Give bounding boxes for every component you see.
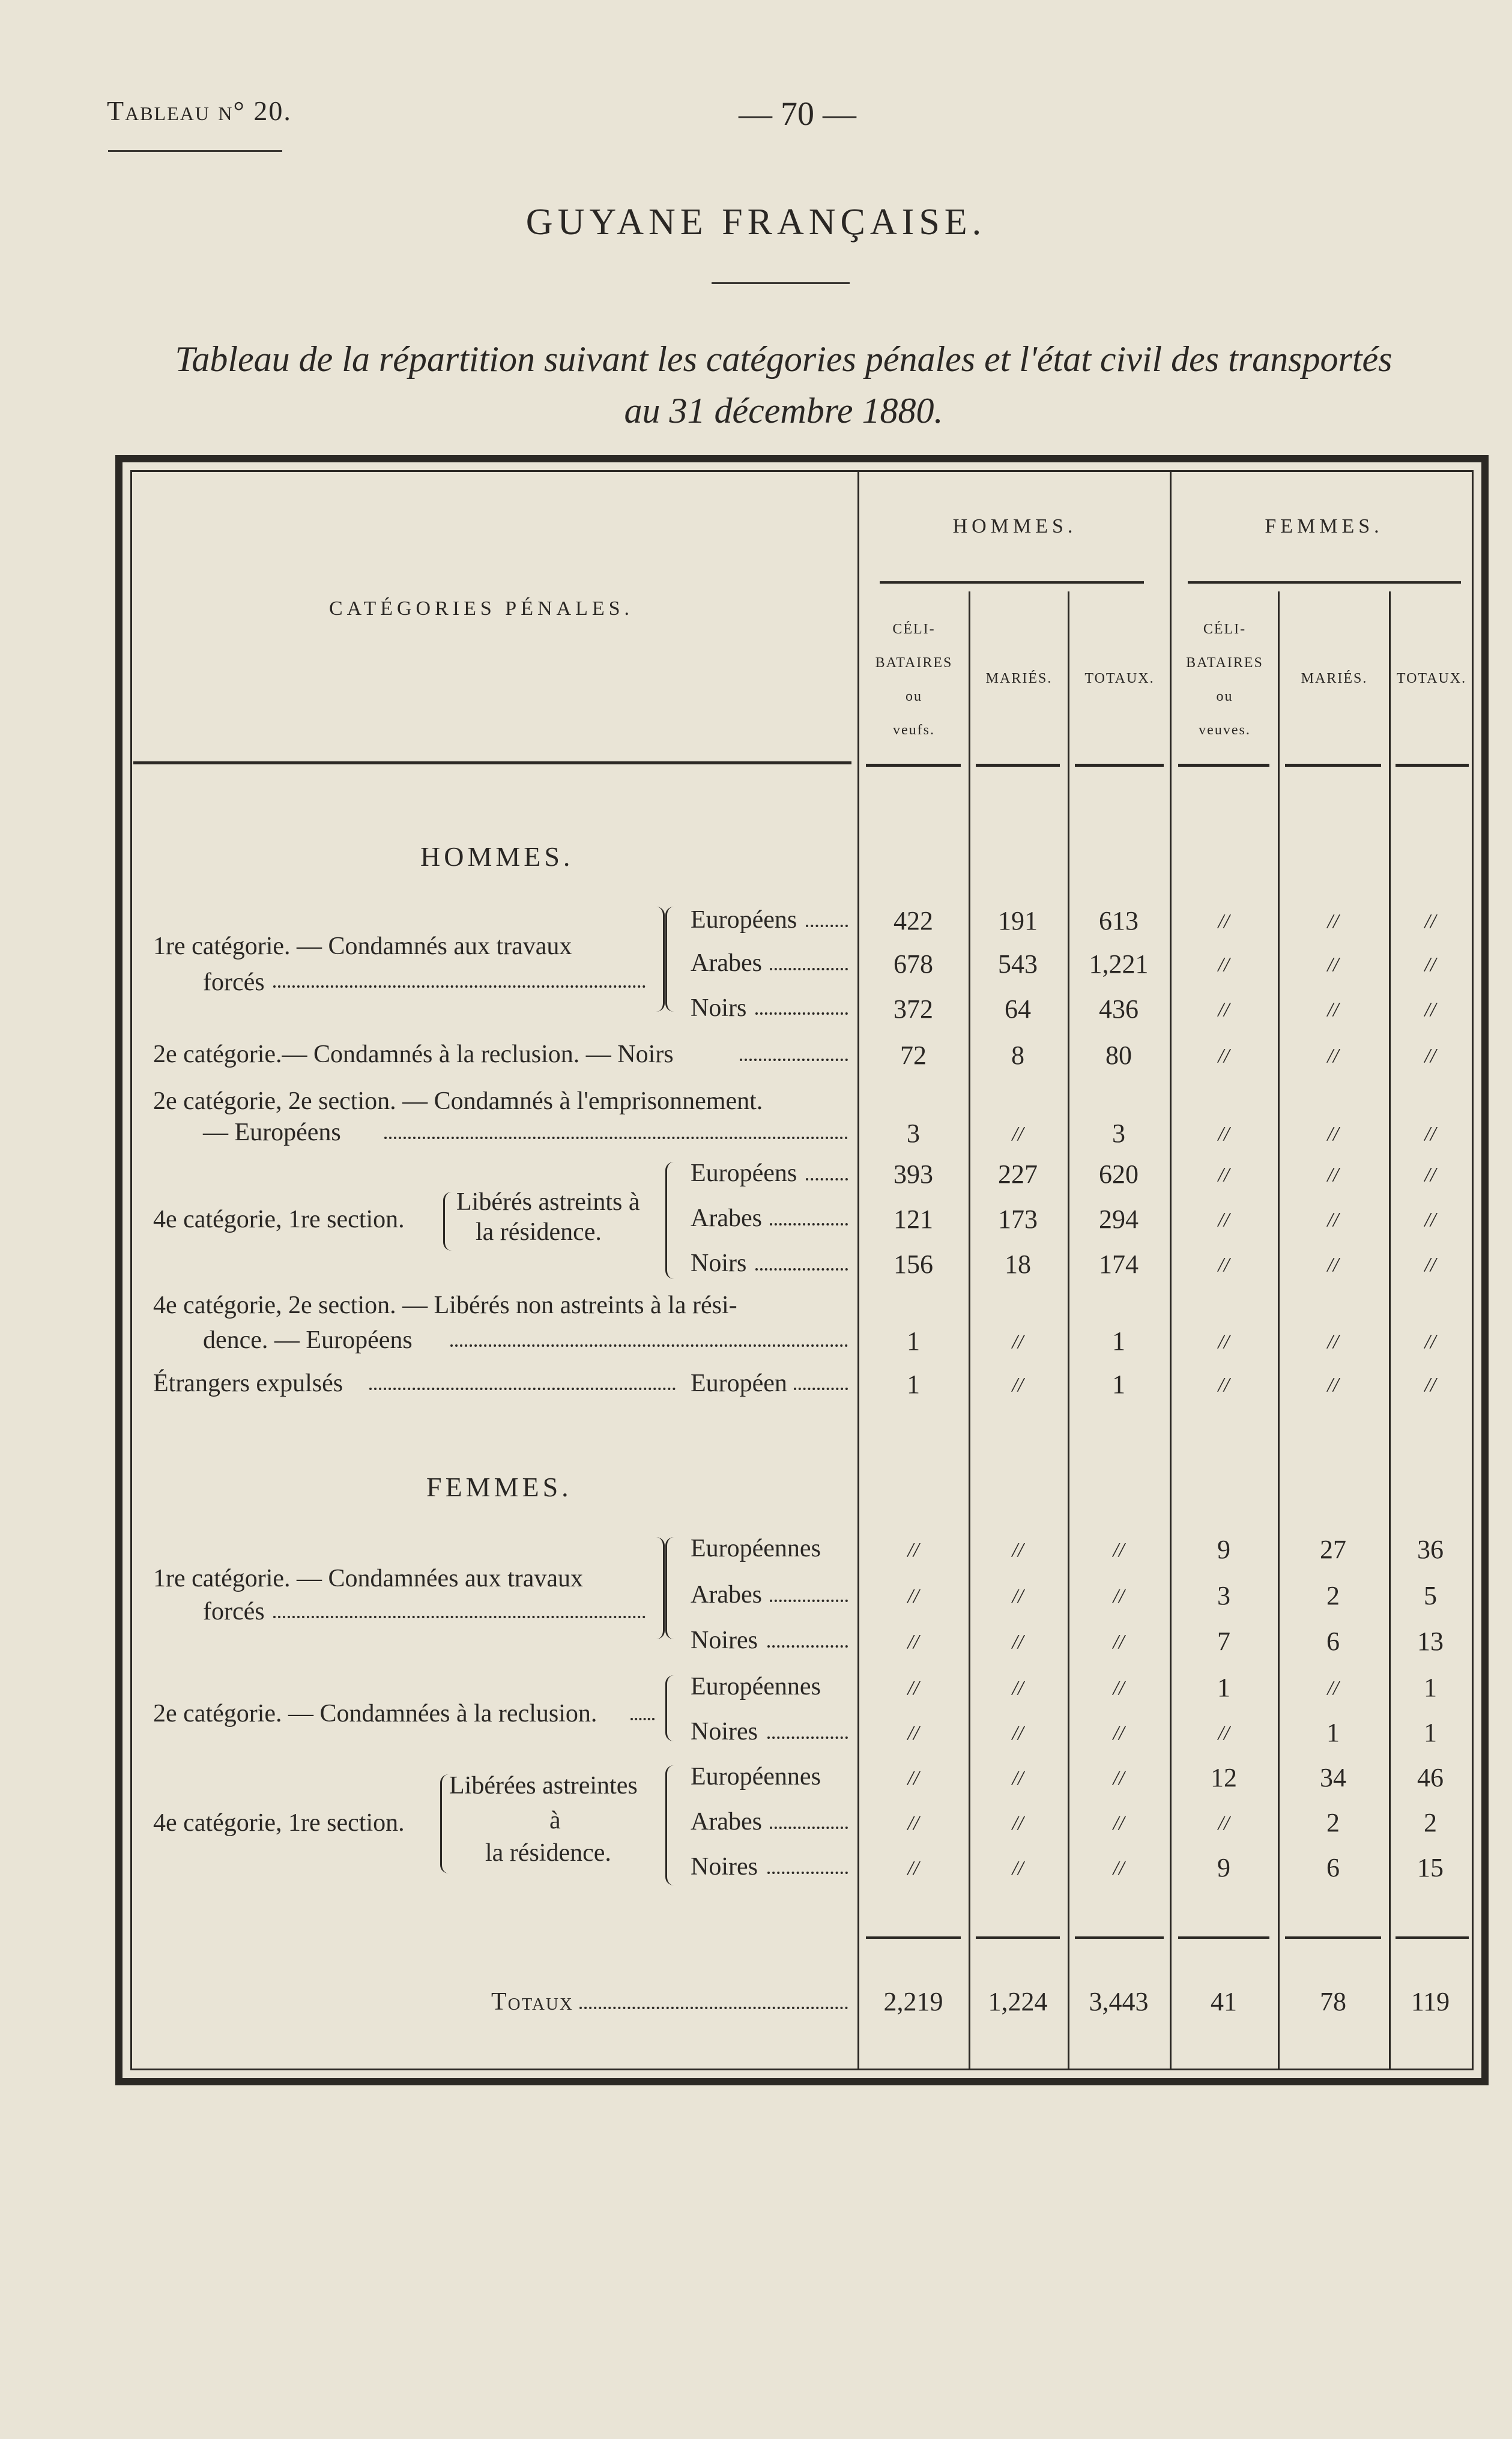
row-label: Noires: [691, 1718, 758, 1745]
row-label: Européennes: [691, 1673, 821, 1700]
table-cell: //: [1327, 1123, 1339, 1145]
table-cell: 613: [1099, 906, 1139, 935]
table-cell: //: [907, 1767, 919, 1789]
table-cell: //: [1218, 999, 1230, 1021]
title-rule: [712, 282, 850, 284]
table-cell: 15: [1417, 1853, 1444, 1882]
table-cell: //: [1012, 1585, 1024, 1607]
table-cell: //: [1424, 1045, 1436, 1067]
table-cell: 678: [894, 949, 933, 979]
table-cell: //: [1012, 1539, 1024, 1561]
table-cell: //: [1327, 1164, 1339, 1186]
header-line: BATAIRES: [1186, 655, 1263, 671]
table-cell: //: [1424, 910, 1436, 932]
dot-leader: [273, 985, 646, 988]
table-cell: //: [907, 1857, 919, 1879]
total-cell: 41: [1211, 1987, 1237, 2016]
table-cell: 121: [894, 1204, 933, 1234]
col-divider-categories: [857, 472, 859, 2069]
table-cell: //: [1012, 1677, 1024, 1699]
dot-leader: [369, 1388, 676, 1390]
table-cell: //: [1424, 1374, 1436, 1396]
row-label: 4e catégorie, 1re section.: [153, 1206, 405, 1233]
total-cell: 3,443: [1089, 1987, 1149, 2016]
table-cell: 3: [1112, 1119, 1125, 1148]
table-cell: 13: [1417, 1627, 1444, 1656]
dot-leader: [273, 1616, 646, 1618]
h-totaux-header: TOTAUX.: [1084, 671, 1155, 686]
dot-leader: [450, 1344, 848, 1347]
row-label: forcés: [203, 1598, 265, 1625]
hommes-column-header: HOMMES.: [952, 515, 1077, 537]
table-cell: //: [1218, 954, 1230, 976]
table-cell: //: [1424, 1254, 1436, 1276]
table-cell: //: [1424, 1209, 1436, 1231]
table-cell: //: [1218, 1045, 1230, 1067]
row-label: 1re catégorie. — Condamnés aux travaux: [153, 932, 572, 960]
table-cell: //: [1012, 1331, 1024, 1353]
table-cell: 1: [1326, 1718, 1340, 1747]
section-title-hommes: HOMMES.: [420, 841, 574, 872]
table-cell: //: [1218, 910, 1230, 932]
table-cell: 80: [1105, 1041, 1132, 1070]
decorative-rule: [108, 150, 282, 152]
row-label: Européens: [691, 906, 797, 934]
row-label: 1re catégorie. — Condamnées aux travaux: [153, 1565, 584, 1592]
table-cell: //: [1218, 1812, 1230, 1834]
table-cell: 9: [1217, 1535, 1230, 1564]
table-cell: 372: [894, 994, 933, 1024]
dot-leader: [755, 1012, 848, 1015]
row-label: Libérées astreintes: [449, 1772, 638, 1800]
table-cell: 156: [894, 1250, 933, 1279]
row-label: Arabes: [691, 1808, 762, 1836]
table-cell: 191: [998, 906, 1038, 935]
table-cell: //: [1012, 1631, 1024, 1653]
header-rule: [976, 764, 1060, 767]
dot-leader: [770, 1223, 848, 1226]
f-celibataires-header: [1173, 612, 1277, 747]
row-label: Noirs: [691, 1250, 747, 1277]
col-divider-f-maries: [1278, 591, 1280, 2069]
table-cell: //: [1012, 1123, 1024, 1145]
dot-leader: [794, 1388, 848, 1390]
table-cell: 3: [1217, 1581, 1230, 1610]
table-cell: 36: [1417, 1535, 1444, 1564]
header-rule: [133, 761, 851, 764]
h-maries-header: MARIÉS.: [985, 671, 1053, 686]
header-line: CÉLI-: [892, 621, 936, 637]
row-label: à: [549, 1807, 561, 1834]
header-line: veuves.: [1199, 722, 1251, 738]
brace: [655, 1537, 665, 1639]
h-celibataires-header: [860, 612, 967, 747]
table-cell: //: [1327, 1331, 1339, 1353]
table-cell: 543: [998, 949, 1038, 979]
dot-leader: [806, 925, 848, 927]
table-number: Tableau n° 20.: [107, 95, 292, 126]
row-label: Européennes: [691, 1535, 821, 1562]
row-label: 4e catégorie, 1re section.: [153, 1809, 405, 1837]
dot-leader: [767, 1645, 848, 1648]
row-label: 2e catégorie. — Condamnées à la reclusion.: [153, 1700, 597, 1727]
row-label: Arabes: [691, 949, 762, 977]
total-cell: 1,224: [988, 1987, 1048, 2016]
table-cell: 1: [1424, 1673, 1437, 1702]
brace: [443, 1192, 453, 1251]
table-cell: //: [1113, 1677, 1125, 1699]
brace: [655, 907, 665, 1012]
totals-rule: [866, 1936, 961, 1939]
row-label: Libérés astreints à: [456, 1188, 640, 1216]
table-cell: 34: [1320, 1763, 1346, 1792]
table-subtitle: [120, 333, 1447, 437]
subtitle-line-2: au 31 décembre 1880.: [624, 391, 943, 431]
header-rule: [1075, 764, 1164, 767]
table-cell: //: [907, 1631, 919, 1653]
brace: [665, 1162, 676, 1279]
table-cell: //: [1012, 1812, 1024, 1834]
totals-rule: [976, 1936, 1060, 1939]
table-cell: //: [1012, 1722, 1024, 1744]
table-cell: //: [1113, 1585, 1125, 1607]
table-cell: //: [907, 1677, 919, 1699]
brace: [665, 1765, 676, 1885]
brace: [665, 907, 676, 1012]
table-cell: //: [1218, 1164, 1230, 1186]
table-cell: 1,221: [1089, 949, 1149, 979]
table-cell: //: [1424, 954, 1436, 976]
brace: [665, 1675, 676, 1741]
row-label: la résidence.: [476, 1218, 602, 1246]
col-divider-h-totaux: [1068, 591, 1069, 2069]
table-cell: 422: [894, 906, 933, 935]
dot-leader: [767, 1736, 848, 1739]
femmes-brace: [1188, 581, 1461, 584]
table-cell: 12: [1211, 1763, 1237, 1792]
header-rule: [1285, 764, 1381, 767]
dot-leader: [740, 1059, 848, 1061]
table-cell: //: [1424, 1164, 1436, 1186]
page-title: GUYANE FRANÇAISE.: [525, 202, 987, 243]
table-cell: //: [1218, 1254, 1230, 1276]
table-cell: //: [907, 1539, 919, 1561]
header-rule: [866, 764, 961, 767]
totals-rule: [1075, 1936, 1164, 1939]
dot-leader: [806, 1178, 848, 1180]
table-cell: //: [907, 1812, 919, 1834]
table-cell: //: [1327, 910, 1339, 932]
row-label: Arabes: [691, 1204, 762, 1232]
row-label: Arabes: [691, 1581, 762, 1609]
table-cell: //: [1218, 1123, 1230, 1145]
table-cell: //: [1218, 1722, 1230, 1744]
row-label: Européen: [691, 1370, 787, 1397]
dot-leader: [579, 2007, 848, 2009]
table-cell: //: [1327, 954, 1339, 976]
table-cell: //: [907, 1585, 919, 1607]
table-cell: //: [1113, 1812, 1125, 1834]
table-cell: 9: [1217, 1853, 1230, 1882]
table-cell: //: [1012, 1767, 1024, 1789]
table-cell: 1: [1112, 1370, 1125, 1399]
table-cell: //: [1113, 1539, 1125, 1561]
brace: [665, 1537, 676, 1639]
row-label: Noires: [691, 1627, 758, 1654]
table-cell: //: [1113, 1722, 1125, 1744]
f-totaux-header: TOTAUX.: [1396, 671, 1467, 686]
row-label: Noires: [691, 1853, 758, 1881]
table-cell: 27: [1320, 1535, 1346, 1564]
header-line: CÉLI-: [1203, 621, 1247, 637]
header-line: veufs.: [893, 722, 935, 738]
table-cell: //: [1218, 1331, 1230, 1353]
table-cell: 1: [1424, 1718, 1437, 1747]
f-maries-header: MARIÉS.: [1301, 671, 1368, 686]
total-cell: 78: [1320, 1987, 1346, 2016]
table-cell: 2: [1424, 1808, 1437, 1837]
table-cell: //: [1327, 1374, 1339, 1396]
table-cell: //: [1113, 1857, 1125, 1879]
table-cell: //: [1327, 1254, 1339, 1276]
header-rule: [1396, 764, 1469, 767]
table-cell: 8: [1011, 1041, 1024, 1070]
table-cell: 2: [1326, 1808, 1340, 1837]
table-cell: //: [1424, 999, 1436, 1021]
col-divider-h-maries: [969, 591, 970, 2069]
row-label: 2e catégorie, 2e section. — Condamnés à l'emprisonnement.: [153, 1087, 763, 1115]
total-cell: 2,219: [883, 1987, 943, 2016]
dot-leader: [755, 1268, 848, 1271]
row-label: Européennes: [691, 1763, 821, 1791]
table-cell: //: [1327, 999, 1339, 1021]
table-cell: //: [1012, 1374, 1024, 1396]
subtitle-line-1: Tableau de la répartition suivant les catégories pénales et l'état civil des transportés: [175, 339, 1393, 379]
totals-rule: [1285, 1936, 1381, 1939]
table-cell: 64: [1005, 994, 1031, 1024]
row-label: dence. — Européens: [203, 1326, 413, 1354]
header-line: BATAIRES: [875, 655, 953, 671]
dot-leader: [384, 1137, 848, 1139]
totals-rule: [1396, 1936, 1469, 1939]
table-cell: //: [1327, 1677, 1339, 1699]
row-label: Étrangers expulsés: [153, 1370, 343, 1397]
table-cell: 1: [1217, 1673, 1230, 1702]
table-cell: //: [1327, 1209, 1339, 1231]
table-cell: //: [1218, 1374, 1230, 1396]
table-cell: 173: [998, 1204, 1038, 1234]
header-line: ou: [1216, 689, 1233, 704]
row-label: Noirs: [691, 994, 747, 1022]
table-cell: //: [1113, 1767, 1125, 1789]
table-cell: 620: [1099, 1159, 1139, 1189]
table-cell: 7: [1217, 1627, 1230, 1656]
table-cell: //: [1012, 1857, 1024, 1879]
table-cell: 6: [1326, 1853, 1340, 1882]
table-cell: 1: [907, 1326, 920, 1356]
categories-column-header: CATÉGORIES PÉNALES.: [329, 597, 634, 620]
totals-label: Totaux: [491, 1988, 573, 2016]
table-cell: 2: [1326, 1581, 1340, 1610]
row-label: Européens: [691, 1159, 797, 1187]
row-label: forcés: [203, 969, 265, 996]
row-label: — Européens: [203, 1119, 341, 1146]
dot-leader: [770, 1600, 848, 1602]
header-line: ou: [906, 689, 922, 704]
dot-leader: [770, 1827, 848, 1829]
table-cell: 174: [1099, 1250, 1139, 1279]
total-cell: 119: [1411, 1987, 1450, 2016]
dot-leader: [631, 1718, 655, 1720]
table-cell: //: [1424, 1331, 1436, 1353]
row-label: la résidence.: [485, 1839, 611, 1867]
table-cell: 294: [1099, 1204, 1139, 1234]
col-divider-sexes: [1170, 472, 1172, 2069]
section-title-femmes: FEMMES.: [426, 1472, 572, 1502]
table-cell: 46: [1417, 1763, 1444, 1792]
table-cell: 3: [907, 1119, 920, 1148]
table-cell: //: [907, 1722, 919, 1744]
table-cell: 5: [1424, 1581, 1437, 1610]
table-cell: 1: [1112, 1326, 1125, 1356]
table-cell: //: [1327, 1045, 1339, 1067]
table-cell: 18: [1005, 1250, 1031, 1279]
table-cell: 1: [907, 1370, 920, 1399]
page-number: — 70 —: [739, 95, 856, 133]
table-cell: //: [1218, 1209, 1230, 1231]
totals-rule: [1178, 1936, 1269, 1939]
table-cell: 72: [900, 1041, 927, 1070]
femmes-column-header: FEMMES.: [1265, 515, 1383, 537]
row-label: 2e catégorie.— Condamnés à la reclusion. — Noirs: [153, 1041, 674, 1068]
row-label: 4e catégorie, 2e section. — Libérés non astreints à la rési-: [153, 1292, 737, 1319]
dot-leader: [767, 1872, 848, 1874]
table-cell: 227: [998, 1159, 1038, 1189]
hommes-brace: [880, 581, 1144, 584]
table-cell: //: [1424, 1123, 1436, 1145]
table-cell: //: [1113, 1631, 1125, 1653]
header-rule: [1178, 764, 1269, 767]
table-cell: 393: [894, 1159, 933, 1189]
dot-leader: [770, 968, 848, 970]
table-cell: 436: [1099, 994, 1139, 1024]
table-cell: 6: [1326, 1627, 1340, 1656]
